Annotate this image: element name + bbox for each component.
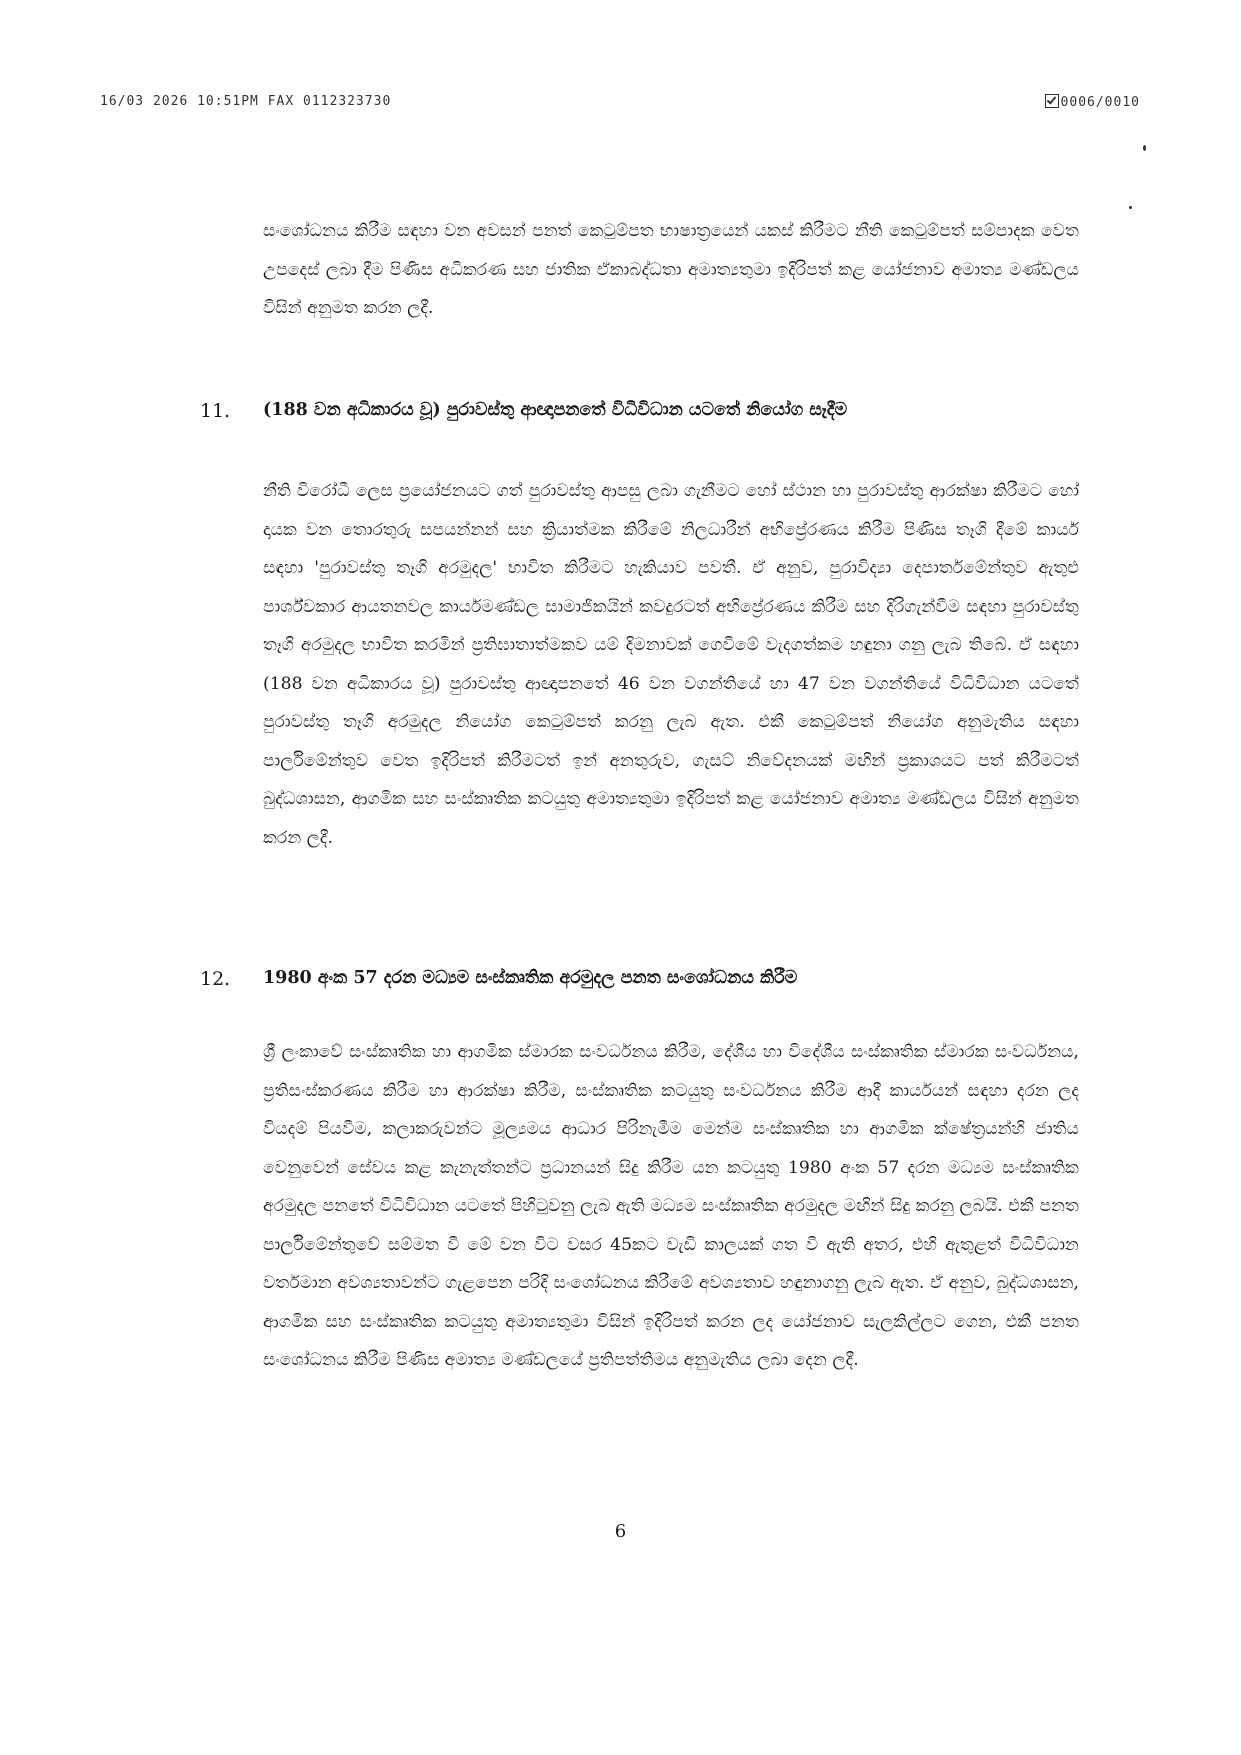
- section-title: (188 වන අධිකාරය වූ) පුරාවස්තු ආඥාපනතේ විධිවිධාන යටතේ නියෝග සෑදීම: [263, 400, 848, 420]
- scan-speck: [1129, 206, 1132, 209]
- scan-speck: [1143, 145, 1146, 151]
- section-11-body: නීති විරෝධී ලෙස ප්‍රයෝජනයට ගත් පුරාවස්තු ආපසු ලබා ගැනීමට හෝ ස්ථාන හා පුරාවස්තු ආරක්ෂා කිරීමට හෝ දායක වන තොරතුරු සපයන්නන් සහ ක්‍රියාත්මක කිරීමේ නිලධාරීන් අභිප්‍රේරණය කිරීම පිණිස තෑගි දීමේ කාර්ය සඳහා 'පුරාවස්තු තෑගි අරමුදල' භාවිත කිරීමට හැකියාව පවතී. ඒ අනුව, පුරාවිද්‍යා දෙපාර්තමේන්තුව ඇතුළු පාර්ශ්වකාර ආයතනවල කාර්යමණ්ඩල සාමාජිකයින් කවදුරටත් අභිප්‍රේරණය කිරීම සහ දිරිගැන්වීම සඳහා පුරාවස්තු තෑගි අරමුදල භාවිත කරමින් ප්‍රතිඝාතාත්මකව යම් දිමනාවක් ගෙවීමේ වැදගත්කම හඳුනා ගනු ලැබ තිබේ. ඒ සඳහා (188 වන අධිකාරය වූ) පුරාවස්තු ආඥාපනතේ 46 වන වගන්තියේ හා 47 වන වගන්තියේ විධිවිධාන යටතේ පුරාවස්තු තෑගි අරමුදල නියෝග කෙටුම්පත් කරනු ලැබ ඇත. එකී කෙටුම්පත් නියෝග අනුමැතිය සඳහා පාර්ලිමේන්තුව වෙත ඉදිරිපත් කිරීමටත් ඉන් අනතුරුව, ගැසට් නිවේදනයක් මඟින් ප්‍රකාශයට පත් කිරීමටත් බුද්ධශාසන, ආගමික සහ සංස්කෘතික කටයුතු අමාත්‍යතුමා ඉදිරිපත් කළ යෝජනාව අමාත්‍ය මණ්ඩලය විසින් අනුමත කරන ලදී.: [263, 481, 1080, 848]
- section-12-body: ශ්‍රී ලංකාවේ සංස්කෘතික හා ආගමික ස්මාරක සංවර්ධනය කිරීම, දේශීය හා විදේශීය සංස්කෘතික ස්මාරක සංවර්ධනය, ප්‍රතිසංස්කරණය කිරීම හා ආරක්ෂා කිරීම, සංස්කෘතික කටයුතු සංවර්ධනය කිරීම ආදී කාර්යයන් සඳහා දරන ලද වියදම් පියවීම, කලාකරුවන්ට මූල්‍යමය ආධාර පිරිනැමීම මෙන්ම සංස්කෘතික හා ආගමික ක්ෂේත්‍රයන්හි ජාතිය වෙනුවෙන් සේවය කළ කැනැත්තන්ට ප්‍රධානයන් සිදු කිරීම යන කටයුතු 1980 අංක 57 දරන මධ්‍යම සංස්කෘතික අරමුදල පනතේ විධිවිධාන යටතේ පිහිටුවනු ලැබ ඇති මධ්‍යම සංස්කෘතික අරමුදල මඟින් සිදු කරනු ලබයි. එකී පනත පාර්ලිමේන්තුවේ සම්මත වී මේ වන විට වසර 45කට වැඩි කාලයක් ගත වී ඇති අතර, එහි ඇතුළත් විධිවිධාන වර්තමාන අවශ්‍යතාවන්ට ගැළපෙන පරිදි සංශෝධනය කිරීමේ අවශ්‍යතාව හඳුනාගනු ලැබ ඇත. ඒ අනුව, බුද්ධශාසන, ආගමික සහ සංස්කෘතික කටයුතු අමාත්‍යතුමා විසින් ඉදිරිපත් කරන ලද යෝජනාව සැලකිල්ලට ගෙන, එකී පනත සංශෝධනය කිරීම පිණිස අමාත්‍ය මණ්ඩලයේ ප්‍රතිපත්තිමය අනුමැතිය ලබා දෙන ලදී.: [263, 1042, 1079, 1370]
- fax-page-count: 0006/0010: [1060, 95, 1140, 110]
- section-number: 12.: [200, 968, 231, 990]
- checkbox-icon: [1045, 94, 1059, 108]
- fax-page-counter: [1045, 94, 1140, 110]
- section-title: 1980 අංක 57 දරන මධ්‍යම සංස්කෘතික අරමුදල පනත සංශෝධනය කිරීම: [263, 968, 798, 988]
- section-number: 11.: [200, 400, 231, 422]
- section-12-heading: [200, 968, 1100, 1000]
- intro-paragraph: සංශෝධනය කිරීම සඳහා වන අවසන් පනත් කෙටුම්පත භාෂාත්‍රයෙන් යකස් කිරීමට නීති කෙටුම්පත් සම්පාදක වෙත උපදෙස් ලබා දීම පිණිස අධිකරණ සහ ජාතික ඒකාබද්ධතා අමාත්‍යතුමා ඉදිරිපත් කළ යෝජනාව අමාත්‍ය මණ්ඩලය විසින් අනුමත කරන ලදී.: [263, 221, 1079, 318]
- page-number: 6: [614, 1521, 627, 1542]
- section-11-heading: [200, 400, 1100, 432]
- fax-transmission-line: 16/03 2026 10:51PM FAX 0112323730: [100, 94, 392, 109]
- fax-header: [100, 94, 1140, 116]
